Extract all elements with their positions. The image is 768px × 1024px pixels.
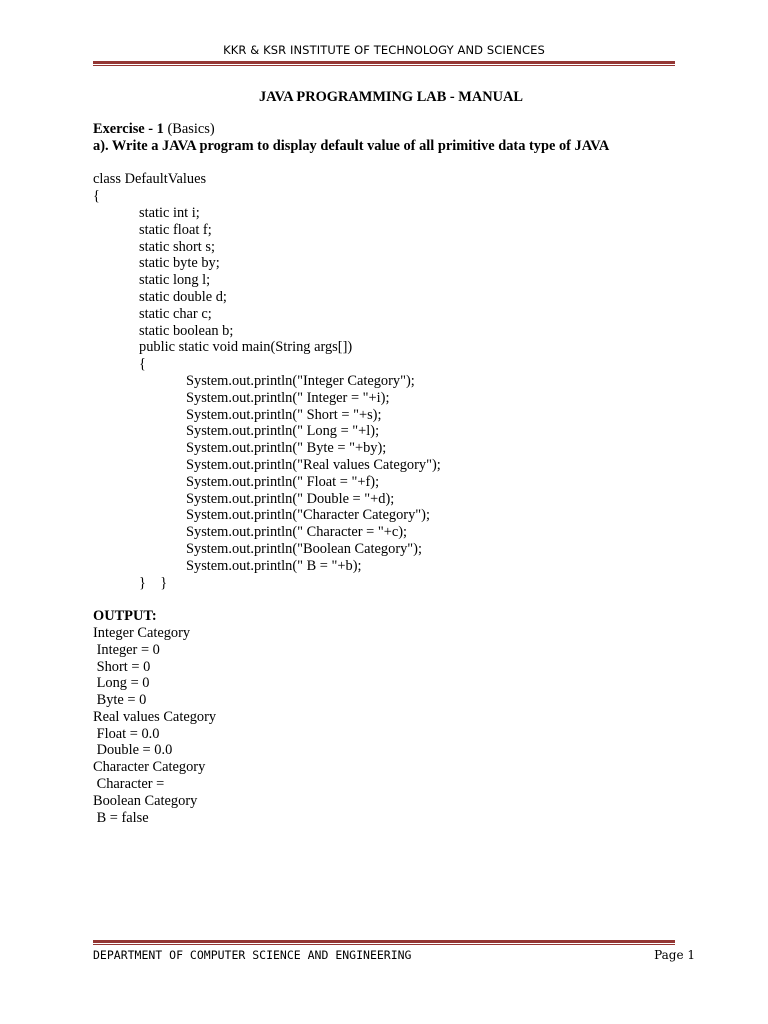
footer-department: DEPARTMENT OF COMPUTER SCIENCE AND ENGINEERING — [93, 948, 412, 962]
code-line: System.out.println(" Short = "+s); — [186, 406, 382, 423]
document-title: JAVA PROGRAMMING LAB - MANUAL — [258, 89, 524, 105]
code-line: static boolean b; — [139, 322, 234, 339]
output-heading: OUTPUT: — [93, 608, 157, 625]
code-block — [93, 171, 693, 591]
header-rule — [93, 61, 675, 66]
code-line: static float f; — [139, 221, 212, 238]
code-line: System.out.println("Real values Category"); — [186, 456, 441, 473]
output-line: Double = 0.0 — [93, 742, 173, 759]
code-line: static char c; — [139, 305, 212, 322]
code-line: static long l; — [139, 272, 211, 289]
output-line: B = false — [93, 809, 149, 826]
output-line: Character Category — [93, 759, 206, 776]
footer — [93, 948, 695, 962]
code-line: static byte by; — [139, 255, 220, 272]
code-line: static double d; — [139, 288, 227, 305]
document-body — [93, 87, 693, 826]
header-institute: KKR & KSR INSTITUTE OF TECHNOLOGY AND SCIENCES — [223, 43, 545, 57]
code-line: System.out.println(" Float = "+f); — [186, 473, 380, 490]
code-line: System.out.println(" Double = "+d); — [186, 490, 395, 507]
code-line: System.out.println(" Character = "+c); — [186, 524, 408, 541]
code-line: { — [93, 188, 100, 205]
footer-rule — [93, 940, 675, 945]
code-line: class DefaultValues — [93, 171, 207, 188]
code-line: } } — [139, 574, 168, 591]
output-line: Byte = 0 — [93, 692, 147, 709]
code-line: System.out.println("Integer Category"); — [186, 372, 415, 389]
page-number: Page 1 — [654, 948, 695, 962]
code-line: System.out.println(" Byte = "+by); — [186, 440, 387, 457]
exercise-question: a). Write a JAVA program to display default value of all primitive data type of JAVA — [93, 137, 610, 154]
code-line: System.out.println(" Long = "+l); — [186, 423, 380, 440]
code-line: System.out.println(" Integer = "+i); — [186, 389, 390, 406]
code-line: static int i; — [139, 204, 200, 221]
code-line: public static void main(String args[]) — [139, 339, 353, 356]
output-line: Short = 0 — [93, 658, 151, 675]
output-line: Character = — [93, 776, 165, 793]
exercise-topic: (Basics) — [163, 121, 215, 137]
output-block — [93, 625, 693, 827]
exercise-heading — [93, 121, 693, 138]
code-line: System.out.println("Boolean Category"); — [186, 540, 422, 557]
code-line: { — [139, 356, 146, 373]
exercise-label: Exercise - 1 — [93, 121, 164, 137]
code-line: static short s; — [139, 238, 215, 255]
output-line: Real values Category — [93, 708, 217, 725]
output-line: Integer = 0 — [93, 641, 160, 658]
code-line: System.out.println("Character Category"); — [186, 507, 430, 524]
code-line: System.out.println(" B = "+b); — [186, 557, 362, 574]
output-line: Integer Category — [93, 624, 191, 641]
output-line: Long = 0 — [93, 675, 150, 692]
output-line: Float = 0.0 — [93, 725, 160, 742]
output-line: Boolean Category — [93, 792, 198, 809]
